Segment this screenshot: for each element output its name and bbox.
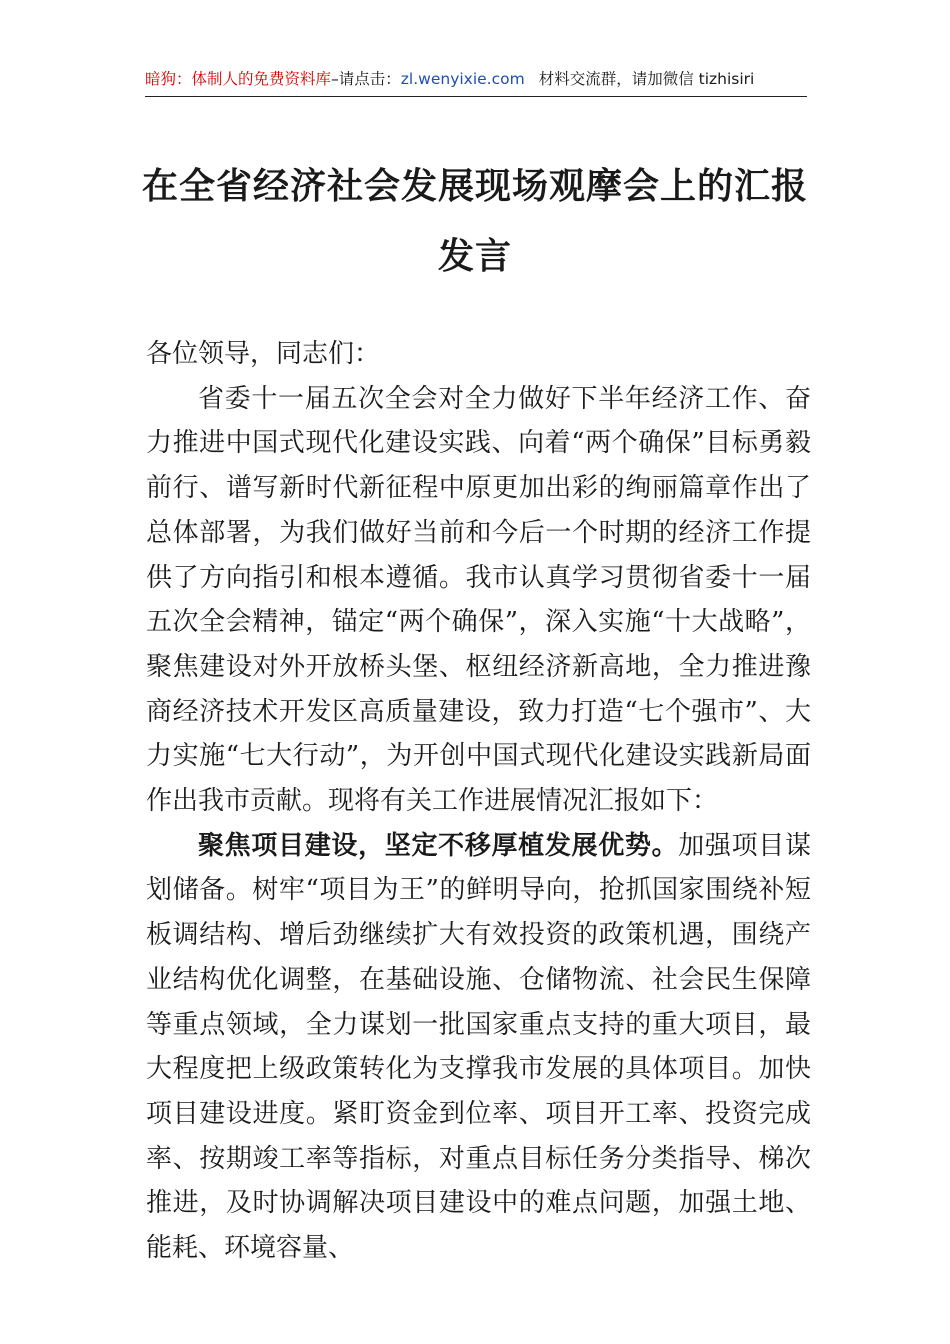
page-header bbox=[145, 62, 807, 97]
salutation: 各位领导，同志们： bbox=[146, 339, 381, 369]
section1-text: 加强项目谋划储备。树牢“项目为王”的鲜明导向，抢抓国家围绕补短板调结构、增后劲继续扩大有效投资的政策机遇，围绕产业结构优化调整，在基础设施、仓储物流、社会民生保障等重点领域，全力谋划一批国家重点支持的重大项目，最大程度把上级政策转化为支撑我市发展的具体项目。加快项目建设进度。紧盯资金到位率、项目开工率、投资完成率、按期竣工率等指标，对重点目标任务分类指导、梯次推进，及时协调解决项目建设中的难点问题，加强土地、能耗、环境容量、 bbox=[146, 830, 811, 1264]
document-body bbox=[146, 332, 811, 1271]
header-group-info: 材料交流群，请加微信 tizhisiri bbox=[538, 70, 755, 88]
header-link[interactable]: zl.wenyixie.com bbox=[400, 70, 525, 88]
header-brand: 暗狗：体制人的免费资料库 bbox=[145, 70, 332, 88]
document-title-line1: 在全省经济社会发展现场观摩会上的汇报 bbox=[141, 165, 808, 207]
header-prompt: –请点击： bbox=[331, 70, 401, 88]
section1-heading: 聚焦项目建设，坚定不移厚植发展优势。 bbox=[198, 830, 679, 861]
document-title-line2: 发言 bbox=[437, 235, 512, 277]
paragraph-intro: 省委十一届五次全会对全力做好下半年经济工作、奋力推进中国式现代化建设实践、向着“两个确保”目标勇毅前行、谱写新时代新征程中原更加出彩的绚丽篇章作出了总体部署，为我们做好当前和今后一个时期的经济工作提供了方向指引和根本遵循。我市认真学习贯彻省委十一届五次全会精神，锚定“两个确保”，深入实施“十大战略”，聚焦建设对外开放桥头堡、枢纽经济新高地，全力推进豫商经济技术开发区高质量建设，致力打造“七个强市”、大力实施“七大行动”，为开创中国式现代化建设实践新局面作出我市贡献。现将有关工作进展情况汇报如下： bbox=[146, 383, 811, 817]
paragraph-section1 bbox=[146, 824, 811, 1271]
